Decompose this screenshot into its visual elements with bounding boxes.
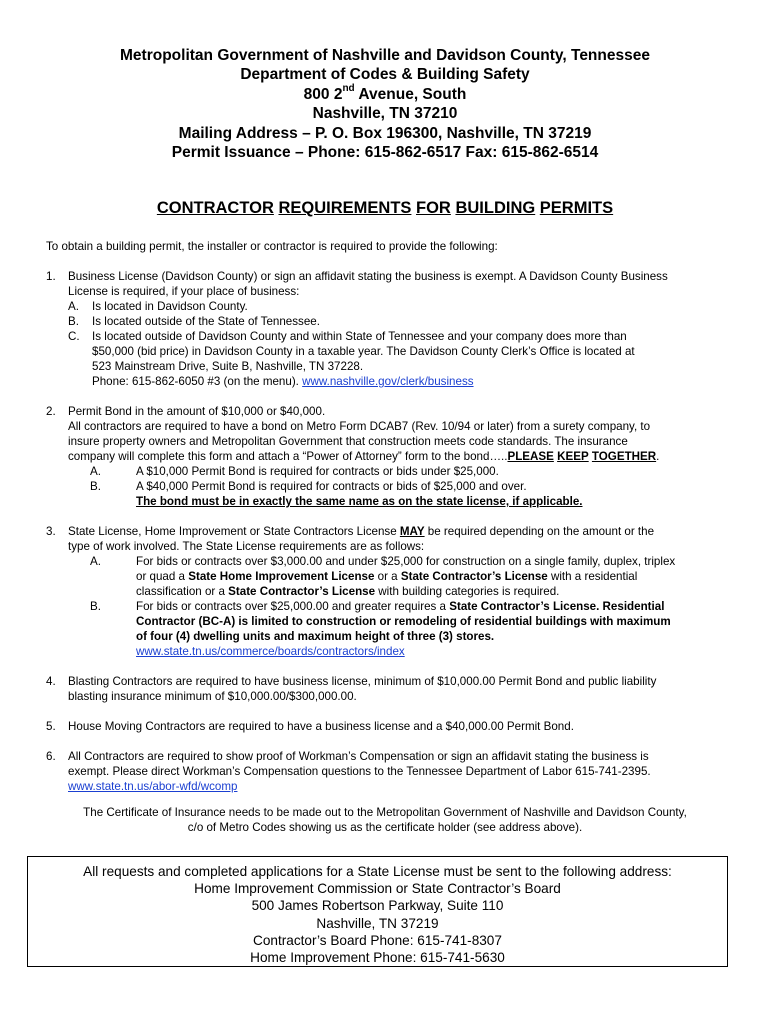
intro-text: To obtain a building permit, the installer or contractor is required to provide the following:: [46, 240, 498, 253]
mailing-address: Mailing Address – P. O. Box 196300, Nashville, TN 37219: [178, 124, 592, 142]
state-contractors-link[interactable]: www.state.tn.us/commerce/boards/contractors/index: [136, 645, 405, 658]
street-address: [0, 82, 770, 104]
certificate-text: The Certificate of Insurance needs to be made out to the Metropolitan Government of Nashville and Davidson County,: [83, 806, 687, 819]
emphasis-together: TOGETHER: [591, 450, 657, 463]
item-text: blasting insurance minimum of $10,000.00/$300,000.00.: [68, 690, 357, 703]
title-word: BUILDING: [455, 199, 536, 217]
text-segment: or quad a: [136, 570, 189, 583]
sub-item-text: Is located outside of the State of Tennessee.: [92, 315, 320, 328]
sub-item-text: A $40,000 Permit Bond is required for contracts or bids of $25,000 and over.: [136, 480, 527, 493]
item-text: exempt. Please direct Workman’s Compensation questions to the Tennessee Department of Labor 615-741-2395.: [68, 765, 651, 778]
text-segment: or a: [374, 570, 401, 583]
certificate-text: c/o of Metro Codes showing us as the certificate holder (see address above).: [187, 821, 583, 834]
text-segment: classification or a: [136, 585, 229, 598]
sub-item-letter: B.: [90, 480, 101, 493]
license-name: State Home Improvement License: [188, 570, 375, 583]
text-segment: be required depending on the amount or the: [424, 525, 655, 538]
license-name: State Contractor’s License: [400, 570, 548, 583]
emphasis-keep: KEEP: [557, 450, 589, 463]
sub-item-letter: C.: [68, 330, 80, 343]
item-number: 5.: [46, 720, 56, 733]
clerk-phone-line: [92, 374, 726, 389]
item-text: type of work involved. The State License requirements are as follows:: [68, 540, 425, 553]
requirement-item-1: [46, 269, 726, 389]
period: .: [656, 450, 660, 463]
street-number: 800 2: [303, 85, 343, 103]
emphasis-may: MAY: [399, 525, 425, 538]
text-segment: For bids or contracts over $25,000.00 and greater requires a: [136, 600, 450, 613]
workers-comp-link[interactable]: www.state.tn.us/abor-wfd/wcomp: [68, 780, 238, 793]
board-name: Home Improvement Commission or State Contractor’s Board: [194, 881, 561, 897]
item-text: [68, 524, 726, 539]
board-street: 500 James Robertson Parkway, Suite 110: [251, 898, 504, 914]
requirement-item-2: [46, 404, 726, 509]
item-number: 4.: [46, 675, 56, 688]
sub-item-text: Contractor (BC-A) is limited to construction or remodeling of residential buildings with maximum: [136, 615, 671, 628]
item-text: Business License (Davidson County) or sign an affidavit stating the business is exempt. A Davidson County Business: [68, 270, 668, 283]
sub-item-letter: B.: [68, 315, 79, 328]
text-segment: with a residential: [547, 570, 638, 583]
sub-item-text: Is located in Davidson County.: [92, 300, 248, 313]
requirement-item-5: [46, 719, 726, 734]
license-name: State Contractor’s License: [228, 585, 376, 598]
requirement-item-6: [46, 749, 726, 794]
item-text: insure property owners and Metropolitan Government that construction meets code standards. The insurance: [68, 435, 628, 448]
item-number: 6.: [46, 750, 56, 763]
item-text: Blasting Contractors are required to have business license, minimum of $10,000.00 Permit Bond and public liability: [68, 675, 657, 688]
requirements-body: [46, 239, 726, 794]
item-number: 2.: [46, 405, 56, 418]
board-city: Nashville, TN 37219: [316, 915, 439, 931]
sub-item-text: [136, 569, 726, 584]
page-title: [0, 199, 770, 218]
requirement-item-3: [46, 524, 726, 659]
sub-item-letter: A.: [90, 465, 101, 478]
item-text: All Contractors are required to show proof of Workman’s Compensation or sign an affidavit stating the business is: [68, 750, 649, 763]
state-license-address-box: [27, 856, 728, 967]
sub-item-text: For bids or contracts over $3,000.00 and under $25,000 for construction on a single family, duplex, triplex: [136, 555, 676, 568]
bond-form-text: company will complete this form and attach a “Power of Attorney” form to the bond…..: [68, 450, 508, 463]
clerk-business-link[interactable]: www.nashville.gov/clerk/business: [302, 375, 474, 388]
sub-item-letter: A.: [68, 300, 79, 313]
sub-item-text: A $10,000 Permit Bond is required for contracts or bids under $25,000.: [136, 465, 499, 478]
sub-item-c: [68, 329, 726, 389]
sub-item-text: of four (4) dwelling units and maximum height of three (3) stores.: [136, 630, 495, 643]
title-word: FOR: [416, 199, 451, 217]
organization-name: Metropolitan Government of Nashville and Davidson County, Tennessee: [120, 47, 650, 64]
sub-item-a: [68, 464, 726, 479]
street-name: Avenue, South: [354, 85, 467, 103]
permit-phone-fax: Permit Issuance – Phone: 615-862-6517 Fax: 615-862-6514: [171, 144, 599, 162]
item-text: Permit Bond in the amount of $10,000 or $40,000.: [68, 405, 326, 418]
sub-item-text: $50,000 (bid price) in Davidson County in a taxable year. The Davidson County Clerk’s Office is located at: [92, 345, 635, 358]
box-instruction: All requests and completed applications for a State License must be sent to the following address:: [83, 864, 672, 879]
sub-item-text: Is located outside of Davidson County and within State of Tennessee and your company does more than: [92, 330, 627, 343]
requirement-item-4: [46, 674, 726, 704]
title-word: REQUIREMENTS: [278, 199, 412, 217]
bond-name-note: The bond must be in exactly the same name as on the state license, if applicable.: [136, 495, 583, 508]
item-number: 3.: [46, 525, 56, 538]
sub-item-a: [68, 554, 726, 599]
ordinal-suffix: nd: [342, 82, 355, 94]
item-text: License is required, if your place of business:: [68, 285, 300, 298]
license-name: State Contractor’s License. Residential: [449, 600, 665, 613]
letterhead: [0, 46, 770, 162]
emphasis-please: PLEASE: [507, 450, 554, 463]
item-text: [68, 449, 726, 464]
sub-item-text: [136, 584, 726, 599]
sub-item-a: [68, 299, 726, 314]
home-improvement-phone: Home Improvement Phone: 615-741-5630: [250, 950, 505, 966]
city-state-zip: Nashville, TN 37210: [312, 105, 458, 123]
sub-item-b: [68, 599, 726, 659]
sub-item-text: 523 Mainstream Drive, Suite B, Nashville, TN 37228.: [92, 360, 364, 373]
department-name: Department of Codes & Building Safety: [240, 66, 530, 84]
sub-item-b: [68, 314, 726, 329]
sub-item-text: [136, 599, 726, 614]
item-text: All contractors are required to have a bond on Metro Form DCAB7 (Rev. 10/94 or later) from a surety company, to: [68, 420, 651, 433]
text-segment: with building categories is required.: [375, 585, 560, 598]
certificate-note: [0, 805, 770, 835]
sub-item-letter: B.: [90, 600, 101, 613]
clerk-phone: Phone: 615-862-6050 #3 (on the menu).: [92, 375, 303, 388]
sub-item-letter: A.: [90, 555, 101, 568]
item-text: House Moving Contractors are required to have a business license and a $40,000.00 Permit Bond.: [68, 720, 574, 733]
title-word: PERMITS: [539, 199, 614, 217]
sub-item-b: [68, 479, 726, 509]
item-number: 1.: [46, 270, 56, 283]
title-word: CONTRACTOR: [156, 199, 274, 217]
text-segment: State License, Home Improvement or State Contractors License: [68, 525, 400, 538]
contractors-board-phone: Contractor’s Board Phone: 615-741-8307: [253, 932, 502, 948]
